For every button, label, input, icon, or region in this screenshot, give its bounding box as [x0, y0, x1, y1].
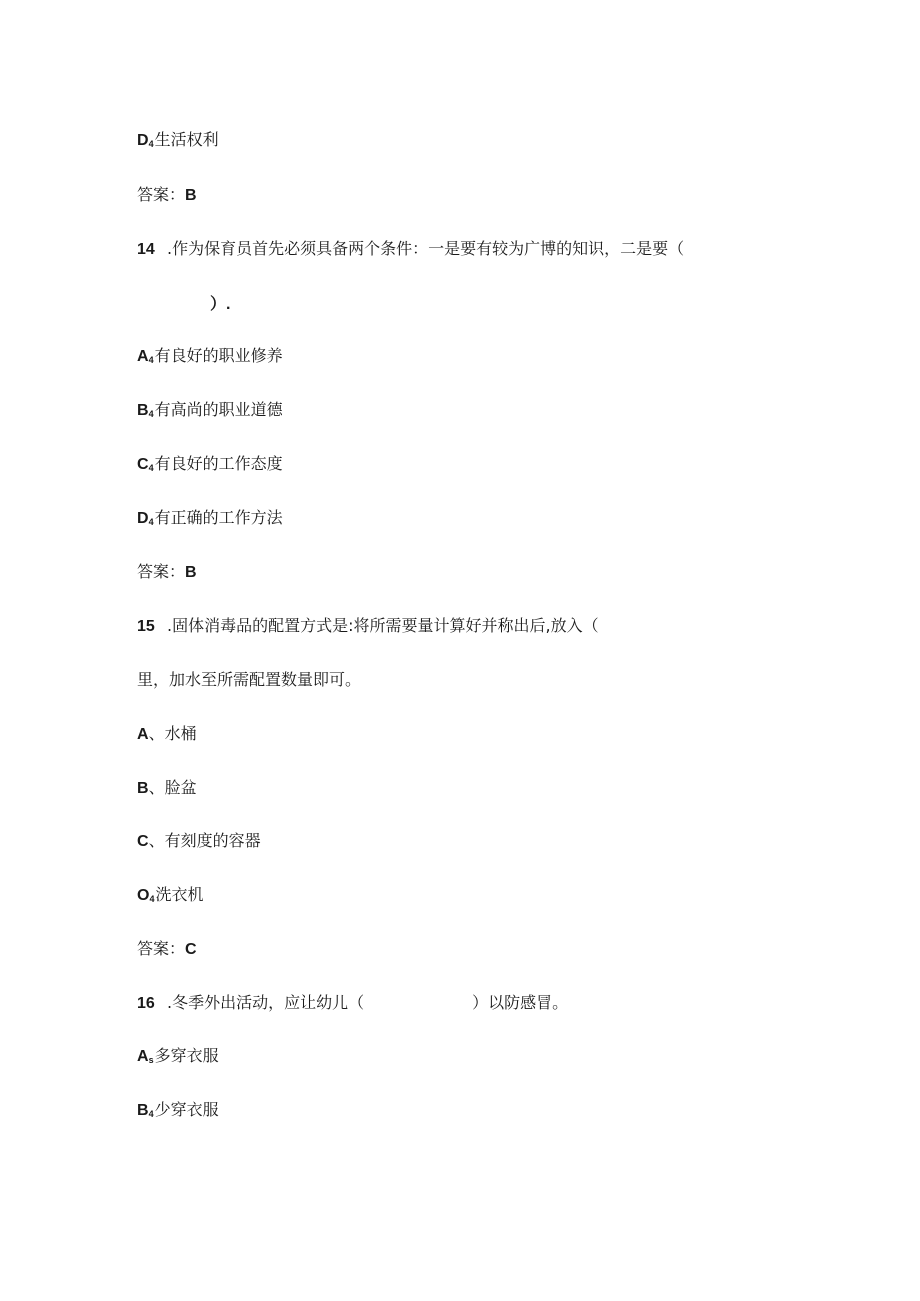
question-text: .作为保育员首先必须具备两个条件：一是要有较为广博的知识，二是要（	[167, 239, 685, 258]
option-letter: B	[137, 1102, 149, 1119]
question-15-continuation	[137, 670, 361, 690]
question-15	[137, 616, 599, 637]
option-separator: 、	[148, 831, 165, 850]
question-text-tail: ）.	[210, 296, 231, 313]
question-14	[137, 239, 684, 260]
question-text-end: ）以防感冒。	[472, 993, 569, 1012]
answer-line-14	[137, 562, 197, 583]
option-a-14	[137, 346, 283, 370]
answer-value: B	[185, 187, 197, 204]
option-letter: C	[137, 833, 149, 850]
option-separator: 、	[148, 724, 165, 743]
option-text: 有高尚的职业道德	[154, 400, 283, 419]
answer-label: 答案：	[137, 185, 186, 204]
option-b-15	[137, 778, 197, 799]
answer-line-15	[137, 939, 197, 960]
option-subscript: 4	[149, 894, 155, 904]
option-letter: B	[137, 402, 149, 419]
question-number: 14	[137, 241, 155, 258]
question-text: .冬季外出活动，应让幼儿（	[167, 993, 365, 1012]
option-b-16	[137, 1100, 219, 1124]
option-text: 有正确的工作方法	[154, 508, 283, 527]
option-subscript: s	[148, 1055, 154, 1065]
answer-value: B	[185, 564, 197, 581]
option-subscript: 4	[148, 517, 154, 527]
option-text: 有刻度的容器	[164, 831, 261, 850]
option-letter: C	[137, 456, 149, 473]
option-letter: O	[137, 887, 150, 904]
option-subscript: 4	[148, 409, 154, 419]
option-letter: A	[137, 348, 149, 365]
option-d-life-rights	[137, 130, 219, 154]
option-subscript: 4	[148, 1109, 154, 1119]
option-c-15	[137, 831, 261, 852]
option-letter: A	[137, 1048, 149, 1065]
option-separator: 、	[148, 778, 165, 797]
option-b-14	[137, 400, 283, 424]
option-d-14	[137, 508, 283, 532]
option-text: 少穿衣服	[154, 1100, 219, 1119]
option-subscript: 4	[148, 463, 154, 473]
option-letter: A	[137, 726, 149, 743]
option-text: 生活权利	[154, 130, 219, 149]
question-14-continuation	[210, 294, 230, 315]
option-text: 多穿衣服	[154, 1046, 219, 1065]
option-c-14	[137, 454, 283, 478]
option-text: 有良好的工作态度	[154, 454, 283, 473]
answer-line	[137, 185, 197, 206]
option-letter: B	[137, 780, 149, 797]
option-a-15	[137, 724, 197, 745]
option-subscript: 4	[148, 355, 154, 365]
answer-label: 答案：	[137, 562, 186, 581]
option-text: 水桶	[164, 724, 197, 743]
option-text: 脸盆	[164, 778, 197, 797]
option-a-16	[137, 1046, 219, 1070]
option-text: 洗衣机	[155, 885, 204, 904]
question-text-tail: 里，加水至所需配置数量即可。	[137, 670, 362, 689]
option-subscript: 4	[148, 139, 154, 149]
option-d-15	[137, 885, 203, 909]
option-letter: D	[137, 510, 149, 527]
question-16	[137, 993, 568, 1014]
question-text: .固体消毒品的配置方式是:将所需要量计算好并称出后,放入（	[167, 616, 599, 635]
answer-value: C	[185, 941, 197, 958]
option-letter: D	[137, 132, 149, 149]
question-number: 16	[137, 995, 155, 1012]
answer-label: 答案：	[137, 939, 186, 958]
option-text: 有良好的职业修养	[154, 346, 283, 365]
question-number: 15	[137, 618, 155, 635]
